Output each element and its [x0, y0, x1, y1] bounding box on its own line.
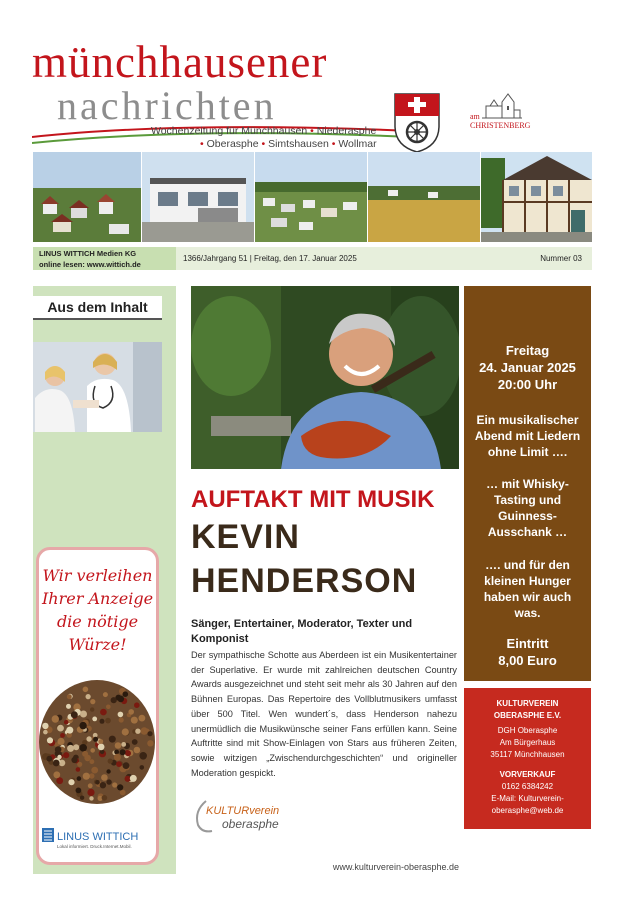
ad-line-3: die nötige	[56, 612, 139, 631]
website-link[interactable]: www.kulturverein-oberasphe.de	[332, 862, 459, 872]
peppercorn	[90, 759, 95, 764]
peppercorn	[92, 717, 97, 722]
entry-label: Eintritt	[506, 636, 549, 651]
peppercorn	[64, 720, 69, 725]
peppercorn	[120, 790, 126, 796]
peppercorn	[106, 779, 111, 784]
peppercorn	[93, 737, 98, 742]
presale-label: VORVERKAUF	[499, 770, 556, 779]
peppercorn	[71, 711, 78, 718]
photo-kevin-henderson	[191, 286, 459, 469]
peppercorn	[87, 789, 94, 796]
peppercorn	[56, 777, 63, 784]
ad-line-4: Würze!	[68, 635, 127, 654]
peppercorn	[90, 748, 95, 753]
peppercorn	[134, 747, 141, 754]
publisher-name: LINUS WITTICH Medien KG	[39, 249, 137, 258]
event-desc-2a: … mit Whisky-	[486, 477, 569, 491]
peppercorn	[139, 715, 146, 722]
event-desc-2d: Ausschank …	[487, 525, 568, 539]
peppercorn	[77, 762, 82, 767]
photo-fields	[368, 152, 480, 242]
article-body: Der sympathische Schotte aus Aberdeen ist ein Musikentertainer der Superlative. Er wurde mit zahlreichen deutschen Country Awards ausgezeichnet und steht seit mehr als 30 Jahren auf den Bühnen Europas. Das Repertoire des Vollblutmusikers umfasst über 500 Titel. Wen wundert´s, dass Henderson nahezu unermüdlich die Musikwünsche seiner Fans erfüllen kann. Seine Auftritte sind mit Show-Einlagen von Stars aus früheren Zeiten, sowie witzigen „Zwischendurchgeschichten“ und origineller Moderation gespickt.	[191, 650, 457, 778]
event-time: 20:00 Uhr	[497, 377, 558, 392]
peppercorn	[76, 767, 81, 772]
peppercorn	[71, 757, 77, 763]
peppercorn	[112, 782, 117, 787]
peppercorn	[66, 727, 73, 734]
christenberg-label: am CHRISTENBERG	[470, 112, 531, 130]
peppercorn	[100, 782, 106, 788]
event-desc-1b: Abend mit Liedern	[474, 429, 581, 443]
event-desc-2c: Guinness-	[498, 509, 557, 523]
peppercorn	[114, 754, 121, 761]
peppercorn	[103, 692, 108, 697]
event-desc-3a: …. und für den	[485, 558, 570, 572]
artist-name-line-1: KEVIN	[191, 518, 300, 556]
peppercorn	[86, 694, 91, 699]
peppercorn	[105, 718, 111, 724]
event-desc-2b: Tasting und	[493, 493, 562, 507]
ad-spice[interactable]	[36, 547, 159, 865]
event-day: Freitag	[505, 343, 550, 358]
svg-text:KULTURverein: KULTURverein	[206, 805, 280, 817]
ad-line-2: Ihrer Anzeige	[41, 589, 154, 608]
organizer-phone[interactable]: 0162 6384242	[501, 782, 554, 791]
peppercorn	[122, 728, 129, 735]
peppercorn	[102, 795, 108, 801]
masthead-subtitle: nachrichten	[57, 83, 277, 128]
peppercorn	[60, 733, 65, 738]
peppercorn	[147, 740, 153, 746]
peppercorn	[46, 756, 52, 762]
event-desc-3c: haben wir auch	[483, 590, 572, 604]
photo-village-1	[33, 152, 141, 242]
event-date: 24. Januar 2025	[479, 360, 576, 375]
peppercorn	[100, 719, 105, 724]
peppercorn	[73, 744, 79, 750]
peppercorn	[140, 765, 145, 770]
peppercorn	[118, 712, 124, 718]
organizer-addr-3: 35117 Münchhausen	[490, 750, 565, 759]
peppercorn	[91, 767, 98, 774]
organizer-name-1: KULTURVEREIN	[496, 699, 559, 708]
svg-text:oberasphe: oberasphe	[222, 817, 279, 831]
peppercorn	[120, 749, 126, 755]
peppercorn	[100, 709, 107, 716]
peppercorn	[55, 746, 62, 753]
peppercorn	[108, 759, 113, 764]
entry-price: 8,00 Euro	[498, 653, 557, 668]
peppercorn	[90, 707, 94, 711]
peppercorn	[57, 755, 61, 759]
peppercorn	[83, 773, 90, 780]
ad-line-1: Wir verleihen	[42, 566, 153, 585]
peppercorn	[121, 742, 126, 747]
peppercorn	[128, 709, 134, 715]
event-desc-1c: ohne Limit ….	[487, 445, 568, 459]
peppercorn	[84, 755, 91, 762]
event-desc-1a: Ein musikalischer	[476, 413, 579, 427]
issue-number: Nummer 03	[540, 254, 582, 263]
photo-doctors	[33, 342, 162, 432]
peppercorn	[47, 737, 53, 743]
peppercorn	[139, 752, 147, 760]
peppercorn	[42, 723, 48, 729]
sidebar-heading: Aus dem Inhalt	[33, 296, 162, 320]
peppercorn	[131, 717, 138, 724]
peppercorn	[147, 731, 152, 736]
tagline-line-2: • Oberasphe • Simtshausen • Wollmar	[200, 138, 377, 150]
peppercorn	[89, 773, 94, 778]
peppercorns-image	[39, 662, 156, 812]
event-desc-3d: was.	[514, 606, 541, 620]
peppercorn	[98, 739, 103, 744]
issue-bar	[176, 247, 592, 270]
article-subhead: Sänger, Entertainer, Moderator, Texter und Komponist	[191, 618, 413, 645]
peppercorn	[89, 796, 93, 800]
photo-timber-house	[481, 152, 592, 242]
peppercorn	[106, 705, 111, 710]
peppercorn	[95, 780, 100, 785]
peppercorn	[80, 796, 84, 800]
peppercorn	[57, 738, 64, 745]
peppercorn	[79, 744, 87, 752]
svg-text:Lokal informiert. Druck.Intern: Lokal informiert. Druck.Internet.Mobil.	[57, 844, 132, 849]
artist-name-line-2: HENDERSON	[191, 562, 418, 600]
issue-info: 1366/Jahrgang 51 | Freitag, den 17. Januar 2025	[183, 254, 357, 263]
peppercorn	[53, 760, 60, 767]
peppercorn	[67, 745, 74, 752]
peppercorn	[77, 776, 82, 781]
publisher-box	[33, 247, 176, 270]
event-desc-3b: kleinen Hunger	[484, 574, 571, 588]
photo-building	[142, 152, 254, 242]
peppercorn	[90, 699, 95, 704]
peppercorn	[125, 776, 131, 782]
event-info-box	[464, 286, 591, 681]
peppercorn	[106, 769, 110, 773]
peppercorn	[86, 736, 91, 741]
peppercorn	[123, 691, 129, 697]
photo-village-2	[255, 152, 367, 242]
peppercorn	[111, 697, 117, 703]
article-headline: AUFTAKT MIT MUSIK	[191, 486, 435, 513]
peppercorn	[57, 725, 64, 732]
organizer-addr-1: DGH Oberasphe	[497, 726, 558, 735]
peppercorn	[98, 744, 105, 751]
peppercorn	[118, 696, 125, 703]
organizer-email-2[interactable]: oberasphe@web.de	[491, 806, 564, 815]
peppercorn	[66, 704, 71, 709]
peppercorn	[88, 783, 93, 788]
peppercorn	[76, 788, 82, 794]
peppercorn	[114, 750, 119, 755]
peppercorn	[101, 774, 108, 781]
tagline-line-1: Wochenzeitung für Münchhausen • Niederasphe	[151, 125, 377, 137]
peppercorn	[43, 730, 48, 735]
online-link[interactable]: online lesen: www.wittich.de	[39, 260, 141, 269]
peppercorn	[123, 762, 130, 769]
peppercorn	[53, 771, 60, 778]
peppercorn	[52, 715, 59, 722]
svg-text:LINUS WITTICH: LINUS WITTICH	[57, 831, 139, 843]
coat-of-arms-icon	[393, 92, 441, 154]
peppercorn	[130, 775, 137, 782]
peppercorn	[79, 722, 86, 729]
peppercorn	[135, 729, 140, 734]
organizer-name-2: OBERASPHE E.V.	[493, 711, 562, 720]
organizer-addr-2: Am Bürgerhaus	[499, 738, 556, 747]
peppercorn	[116, 761, 122, 767]
peppercorn	[67, 694, 72, 699]
peppercorn	[80, 711, 87, 718]
peppercorn	[115, 742, 122, 749]
peppercorn	[83, 687, 89, 693]
peppercorn	[117, 784, 123, 790]
peppercorn	[134, 702, 140, 708]
organizer-box	[464, 688, 591, 829]
linus-wittich-logo	[42, 825, 157, 851]
masthead-title: münchhausener	[32, 37, 328, 87]
peppercorn	[68, 779, 74, 785]
peppercorn	[119, 717, 124, 722]
kulturverein-logo	[192, 797, 302, 835]
peppercorn	[63, 752, 69, 758]
peppercorn	[109, 736, 116, 743]
peppercorn	[132, 739, 138, 745]
organizer-email-1[interactable]: E-Mail: Kulturverein-	[491, 794, 564, 803]
